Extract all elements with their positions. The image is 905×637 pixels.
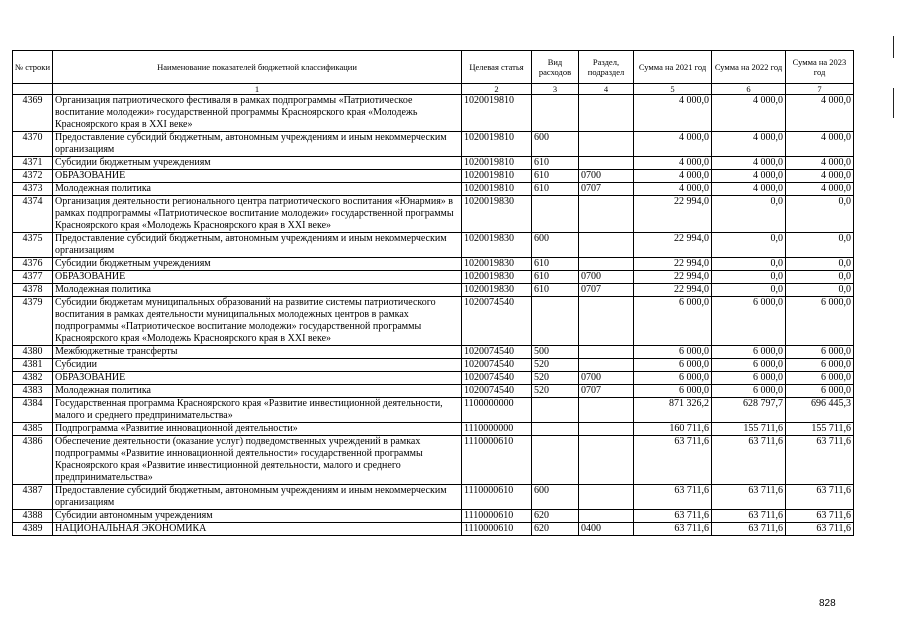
indicator-name: Обеспечение деятельности (оказание услуг) подведомственных учреждений в рамках подпрограммы «Развитие инновационной деятельности» государственной программы Красноярского края «Развитие инвестиционной деятельности, малого и среднего предпринимательства» [53, 436, 462, 485]
target-article: 1020019830 [462, 233, 532, 258]
indicator-name: Организация патриотического фестиваля в рамках подпрограммы «Патриотическое воспитание молодежи» государственной программы Красноярского края «Молодежь Красноярского края в XXI веке» [53, 95, 462, 132]
sum-2023: 4 000,0 [786, 132, 854, 157]
target-article: 1020019810 [462, 132, 532, 157]
scan-artifact [893, 88, 894, 118]
expense-type: 610 [532, 170, 579, 183]
section-code [579, 485, 634, 510]
row-number: 4386 [13, 436, 53, 485]
expense-type: 620 [532, 510, 579, 523]
sum-2023: 63 711,6 [786, 485, 854, 510]
sum-2022: 63 711,6 [712, 485, 786, 510]
expense-type: 600 [532, 233, 579, 258]
table-row [13, 485, 854, 510]
page-number: 828 [819, 598, 836, 609]
sum-2021: 871 326,2 [634, 398, 712, 423]
target-article: 1020074540 [462, 346, 532, 359]
sum-2022: 6 000,0 [712, 372, 786, 385]
expense-type [532, 398, 579, 423]
target-article: 1020019830 [462, 196, 532, 233]
table-row [13, 423, 854, 436]
section-code [579, 157, 634, 170]
row-number: 4369 [13, 95, 53, 132]
row-number: 4375 [13, 233, 53, 258]
sum-2021: 4 000,0 [634, 132, 712, 157]
sum-2023: 4 000,0 [786, 157, 854, 170]
sum-2023: 0,0 [786, 284, 854, 297]
sum-2023: 0,0 [786, 271, 854, 284]
table-body [13, 95, 854, 536]
sum-2021: 22 994,0 [634, 258, 712, 271]
target-article: 1020019810 [462, 95, 532, 132]
sum-2022: 0,0 [712, 196, 786, 233]
sum-2022: 4 000,0 [712, 95, 786, 132]
sum-2022: 4 000,0 [712, 170, 786, 183]
indicator-name: ОБРАЗОВАНИЕ [53, 372, 462, 385]
section-code [579, 258, 634, 271]
indicator-name: Субсидии автономным учреждениям [53, 510, 462, 523]
sum-2022: 0,0 [712, 284, 786, 297]
sum-2022: 155 711,6 [712, 423, 786, 436]
sum-2023: 4 000,0 [786, 183, 854, 196]
row-number: 4377 [13, 271, 53, 284]
sum-2023: 0,0 [786, 233, 854, 258]
column-number: 6 [712, 84, 786, 95]
sum-2023: 63 711,6 [786, 510, 854, 523]
table-row [13, 510, 854, 523]
expense-type: 610 [532, 183, 579, 196]
sum-2022: 63 711,6 [712, 523, 786, 536]
expense-type [532, 297, 579, 346]
row-number: 4389 [13, 523, 53, 536]
header-section: Раздел, подраздел [579, 51, 634, 84]
section-code [579, 95, 634, 132]
table-row [13, 385, 854, 398]
section-code [579, 196, 634, 233]
table-row [13, 196, 854, 233]
scan-artifact [893, 36, 894, 58]
sum-2023: 155 711,6 [786, 423, 854, 436]
section-code [579, 233, 634, 258]
sum-2023: 63 711,6 [786, 436, 854, 485]
section-code [579, 346, 634, 359]
sum-2021: 4 000,0 [634, 183, 712, 196]
target-article: 1020074540 [462, 297, 532, 346]
budget-sheet [12, 50, 854, 536]
sum-2021: 6 000,0 [634, 372, 712, 385]
indicator-name: Субсидии бюджетным учреждениям [53, 258, 462, 271]
sum-2022: 0,0 [712, 271, 786, 284]
row-number: 4382 [13, 372, 53, 385]
indicator-name: Межбюджетные трансферты [53, 346, 462, 359]
sum-2022: 0,0 [712, 233, 786, 258]
section-code: 0700 [579, 372, 634, 385]
table-row [13, 157, 854, 170]
expense-type: 520 [532, 359, 579, 372]
target-article: 1020074540 [462, 372, 532, 385]
target-article: 1020019830 [462, 284, 532, 297]
column-number-blank [13, 84, 53, 95]
column-number: 4 [579, 84, 634, 95]
row-number: 4378 [13, 284, 53, 297]
target-article: 1110000610 [462, 436, 532, 485]
expense-type: 520 [532, 372, 579, 385]
indicator-name: Субсидии бюджетам муниципальных образований на развитие системы патриотического воспитания в рамках деятельности муниципальных молодежных центров в рамках подпрограммы «Патриотическое воспитание молодежи» государственной программы Красноярского края «Молодежь Красноярского края в XXI веке» [53, 297, 462, 346]
header-row [13, 51, 854, 84]
sum-2022: 63 711,6 [712, 436, 786, 485]
sum-2021: 6 000,0 [634, 346, 712, 359]
indicator-name: Государственная программа Красноярского края «Развитие инвестиционной деятельности, малого и среднего предпринимательства» [53, 398, 462, 423]
sum-2022: 4 000,0 [712, 132, 786, 157]
target-article: 1110000610 [462, 485, 532, 510]
sum-2021: 4 000,0 [634, 170, 712, 183]
row-number: 4376 [13, 258, 53, 271]
row-number: 4374 [13, 196, 53, 233]
sum-2021: 63 711,6 [634, 436, 712, 485]
row-number: 4384 [13, 398, 53, 423]
target-article: 1020019810 [462, 157, 532, 170]
target-article: 1020019830 [462, 271, 532, 284]
expense-type [532, 436, 579, 485]
column-number: 1 [53, 84, 462, 95]
indicator-name: Предоставление субсидий бюджетным, автономным учреждениям и иным некоммерческим организациям [53, 485, 462, 510]
target-article: 1020019830 [462, 258, 532, 271]
sum-2021: 6 000,0 [634, 385, 712, 398]
section-code [579, 132, 634, 157]
row-number: 4383 [13, 385, 53, 398]
section-code [579, 510, 634, 523]
indicator-name: Субсидии [53, 359, 462, 372]
expense-type: 600 [532, 485, 579, 510]
column-number: 3 [532, 84, 579, 95]
table-row [13, 359, 854, 372]
column-number: 7 [786, 84, 854, 95]
row-number: 4387 [13, 485, 53, 510]
target-article: 1020074540 [462, 385, 532, 398]
sum-2023: 696 445,3 [786, 398, 854, 423]
column-number: 2 [462, 84, 532, 95]
table-row [13, 258, 854, 271]
target-article: 1020019810 [462, 170, 532, 183]
indicator-name: ОБРАЗОВАНИЕ [53, 170, 462, 183]
row-number: 4370 [13, 132, 53, 157]
expense-type: 520 [532, 385, 579, 398]
header-row-number: № строки [13, 51, 53, 84]
expense-type [532, 196, 579, 233]
sum-2022: 4 000,0 [712, 183, 786, 196]
sum-2023: 6 000,0 [786, 346, 854, 359]
table-row [13, 183, 854, 196]
table-row [13, 398, 854, 423]
table-row [13, 95, 854, 132]
section-code [579, 398, 634, 423]
section-code: 0707 [579, 385, 634, 398]
table-row [13, 297, 854, 346]
column-number: 5 [634, 84, 712, 95]
indicator-name: ОБРАЗОВАНИЕ [53, 271, 462, 284]
indicator-name: Молодежная политика [53, 385, 462, 398]
sum-2021: 63 711,6 [634, 485, 712, 510]
budget-table [12, 50, 854, 536]
row-number: 4371 [13, 157, 53, 170]
target-article: 1100000000 [462, 398, 532, 423]
row-number: 4388 [13, 510, 53, 523]
sum-2022: 6 000,0 [712, 346, 786, 359]
expense-type: 500 [532, 346, 579, 359]
section-code [579, 297, 634, 346]
row-number: 4379 [13, 297, 53, 346]
sum-2022: 6 000,0 [712, 359, 786, 372]
sum-2021: 22 994,0 [634, 284, 712, 297]
section-code [579, 436, 634, 485]
expense-type [532, 423, 579, 436]
sum-2023: 63 711,6 [786, 523, 854, 536]
header-expense-type: Вид расходов [532, 51, 579, 84]
table-row [13, 284, 854, 297]
sum-2021: 22 994,0 [634, 196, 712, 233]
indicator-name: Субсидии бюджетным учреждениям [53, 157, 462, 170]
sum-2021: 63 711,6 [634, 523, 712, 536]
expense-type: 620 [532, 523, 579, 536]
table-row [13, 233, 854, 258]
header-indicator-name: Наименование показателей бюджетной классификации [53, 51, 462, 84]
sum-2023: 6 000,0 [786, 297, 854, 346]
target-article: 1110000610 [462, 510, 532, 523]
indicator-name: Подпрограмма «Развитие инновационной деятельности» [53, 423, 462, 436]
row-number: 4372 [13, 170, 53, 183]
section-code: 0707 [579, 183, 634, 196]
expense-type [532, 95, 579, 132]
expense-type: 610 [532, 271, 579, 284]
indicator-name: Предоставление субсидий бюджетным, автономным учреждениям и иным некоммерческим организациям [53, 132, 462, 157]
table-row [13, 372, 854, 385]
sum-2023: 6 000,0 [786, 385, 854, 398]
header-target-article: Целевая статья [462, 51, 532, 84]
sum-2023: 0,0 [786, 258, 854, 271]
section-code [579, 423, 634, 436]
sum-2022: 628 797,7 [712, 398, 786, 423]
header-sum-2023: Сумма на 2023 год [786, 51, 854, 84]
target-article: 1110000610 [462, 523, 532, 536]
section-code: 0707 [579, 284, 634, 297]
sum-2021: 63 711,6 [634, 510, 712, 523]
section-code: 0400 [579, 523, 634, 536]
sum-2021: 22 994,0 [634, 271, 712, 284]
sum-2021: 6 000,0 [634, 359, 712, 372]
table-row [13, 170, 854, 183]
sum-2021: 4 000,0 [634, 157, 712, 170]
column-number-row [13, 84, 854, 95]
row-number: 4385 [13, 423, 53, 436]
row-number: 4373 [13, 183, 53, 196]
sum-2022: 0,0 [712, 258, 786, 271]
sum-2023: 0,0 [786, 196, 854, 233]
table-row [13, 132, 854, 157]
indicator-name: Предоставление субсидий бюджетным, автономным учреждениям и иным некоммерческим организациям [53, 233, 462, 258]
section-code [579, 359, 634, 372]
header-sum-2022: Сумма на 2022 год [712, 51, 786, 84]
sum-2021: 6 000,0 [634, 297, 712, 346]
section-code: 0700 [579, 271, 634, 284]
table-row [13, 523, 854, 536]
expense-type: 610 [532, 157, 579, 170]
sum-2023: 4 000,0 [786, 95, 854, 132]
expense-type: 610 [532, 258, 579, 271]
expense-type: 600 [532, 132, 579, 157]
expense-type: 610 [532, 284, 579, 297]
table-row [13, 346, 854, 359]
sum-2022: 6 000,0 [712, 297, 786, 346]
sum-2022: 4 000,0 [712, 157, 786, 170]
header-sum-2021: Сумма на 2021 год [634, 51, 712, 84]
row-number: 4380 [13, 346, 53, 359]
table-row [13, 271, 854, 284]
indicator-name: Молодежная политика [53, 183, 462, 196]
sum-2023: 6 000,0 [786, 372, 854, 385]
target-article: 1020074540 [462, 359, 532, 372]
row-number: 4381 [13, 359, 53, 372]
indicator-name: НАЦИОНАЛЬНАЯ ЭКОНОМИКА [53, 523, 462, 536]
indicator-name: Организация деятельности регионального центра патриотического воспитания «Юнармия» в рамках подпрограммы «Патриотическое воспитание молодежи» государственной программы Красноярского края «Молодежь Красноярского края в XXI веке» [53, 196, 462, 233]
sum-2023: 4 000,0 [786, 170, 854, 183]
target-article: 1020019810 [462, 183, 532, 196]
sum-2022: 63 711,6 [712, 510, 786, 523]
target-article: 1110000000 [462, 423, 532, 436]
sum-2023: 6 000,0 [786, 359, 854, 372]
indicator-name: Молодежная политика [53, 284, 462, 297]
sum-2022: 6 000,0 [712, 385, 786, 398]
sum-2021: 4 000,0 [634, 95, 712, 132]
sum-2021: 160 711,6 [634, 423, 712, 436]
sum-2021: 22 994,0 [634, 233, 712, 258]
section-code: 0700 [579, 170, 634, 183]
table-row [13, 436, 854, 485]
